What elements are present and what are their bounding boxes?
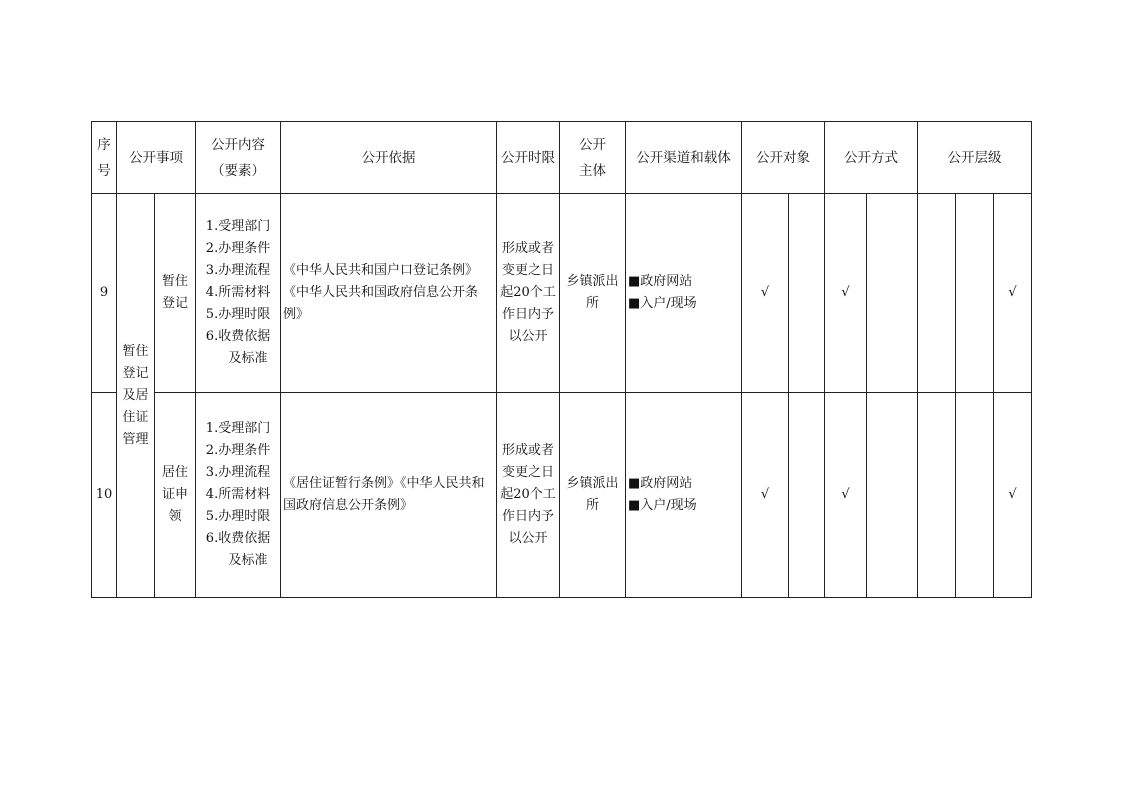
target-check-cell: √ (742, 393, 789, 598)
content-item: 5.办理时限 (205, 307, 271, 322)
content-item: 4.所需材料 (205, 285, 271, 300)
channel-cell (626, 194, 742, 393)
table-row (92, 194, 1032, 393)
content-item: 4.所需材料 (205, 487, 271, 502)
level-check-cell: √ (994, 194, 1032, 393)
header-seq (92, 122, 117, 194)
sub-matter-text: 居住 证申 领 (161, 465, 188, 524)
level-check-cell: √ (994, 393, 1032, 598)
subject-text: 乡镇派出 所 (566, 476, 619, 513)
content-item: 3.办理流程 (205, 465, 271, 480)
level-empty-cell (956, 194, 994, 393)
time-cell: 形成或者变更之日起20个工作日内予以公开 (497, 393, 560, 598)
content-item: 5.办理时限 (205, 509, 271, 524)
target-empty-cell (789, 393, 825, 598)
header-content (196, 122, 281, 194)
content-items (196, 393, 281, 598)
header-level: 公开层级 (918, 122, 1032, 194)
header-method: 公开方式 (825, 122, 918, 194)
basis-cell: 《居住证暂行条例》《中华人民共和国政府信息公开条例》 (281, 393, 497, 598)
header-channel: 公开渠道和载体 (626, 122, 742, 194)
header-subject (560, 122, 626, 194)
sub-matter-cell (155, 393, 196, 598)
header-row (92, 122, 1032, 194)
group-matter-text: 暂住 登记 及居 住证 管理 (122, 343, 149, 447)
basis-cell: 《中华人民共和国户口登记条例》《中华人民共和国政府信息公开条例》 (281, 194, 497, 393)
channel-item: ■入户/现场 (628, 296, 697, 311)
content-item: 1.受理部门 (205, 421, 271, 436)
content-item: 6.收费依据 (205, 329, 271, 344)
subject-text: 乡镇派出 所 (566, 274, 619, 311)
subject-cell (560, 393, 626, 598)
disclosure-table (91, 121, 1032, 598)
method-empty-cell (867, 393, 918, 598)
method-check-cell: √ (825, 194, 867, 393)
header-content-line2: （要素） (211, 162, 265, 179)
channel-item: ■入户/现场 (628, 498, 697, 513)
sub-matter-cell (155, 194, 196, 393)
header-time: 公开时限 (497, 122, 560, 194)
level-empty-cell (918, 393, 956, 598)
content-item: 2.办理条件 (205, 241, 271, 256)
header-subject-line2: 主体 (579, 162, 606, 179)
sub-matter-text: 暂住 登记 (161, 274, 188, 311)
header-subject-line1: 公开 (579, 136, 606, 153)
row-seq: 9 (92, 194, 117, 393)
channel-cell (626, 393, 742, 598)
level-empty-cell (956, 393, 994, 598)
table-row (92, 393, 1032, 598)
content-item: 及标准 (228, 553, 268, 568)
header-matter: 公开事项 (117, 122, 196, 194)
row-seq: 10 (92, 393, 117, 598)
subject-cell (560, 194, 626, 393)
target-check-cell: √ (742, 194, 789, 393)
content-item: 及标准 (228, 351, 268, 366)
header-content-line1: 公开内容 (211, 136, 265, 153)
header-seq-text: 序 号 (97, 136, 111, 179)
time-cell: 形成或者变更之日起20个工作日内予以公开 (497, 194, 560, 393)
method-empty-cell (867, 194, 918, 393)
content-item: 6.收费依据 (205, 531, 271, 546)
content-items (196, 194, 281, 393)
group-matter-cell (117, 194, 155, 598)
header-basis: 公开依据 (281, 122, 497, 194)
channel-item: ■政府网站 (628, 476, 693, 491)
content-item: 2.办理条件 (205, 443, 271, 458)
target-empty-cell (789, 194, 825, 393)
method-check-cell: √ (825, 393, 867, 598)
level-empty-cell (918, 194, 956, 393)
content-item: 3.办理流程 (205, 263, 271, 278)
channel-item: ■政府网站 (628, 274, 693, 289)
content-item: 1.受理部门 (205, 219, 271, 234)
header-target: 公开对象 (742, 122, 825, 194)
